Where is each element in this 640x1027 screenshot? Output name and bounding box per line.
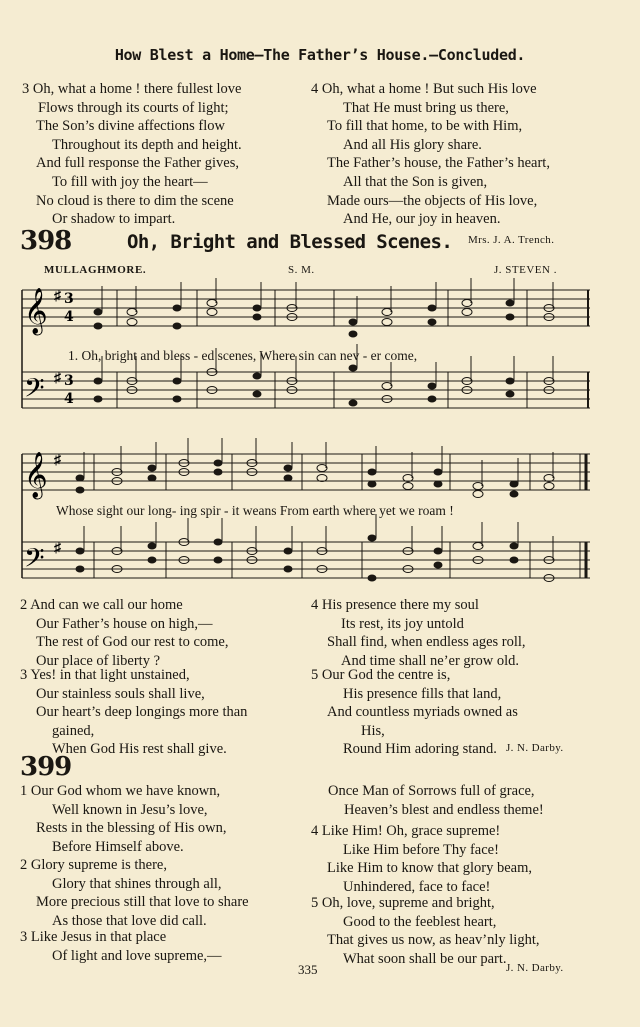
hymn-398-stanza-3 xyxy=(20,666,247,759)
sharp-icon: ♯ xyxy=(54,541,61,556)
hymn-398-title: Oh, Bright and Blessed Scenes. xyxy=(127,231,453,253)
verse-line: 2 And can we call our home xyxy=(20,597,183,613)
verse-line: Our heart’s deep longings more than xyxy=(36,704,248,721)
verse-line: His, xyxy=(361,722,385,739)
verse-line: Unhindered, face to face! xyxy=(343,878,491,895)
hymn-399-stanza-3-continued xyxy=(328,782,544,819)
verse-line: All that the Son is given, xyxy=(343,173,488,190)
verse-line: gained, xyxy=(52,722,95,739)
treble-clef-icon: 𝄞 xyxy=(24,452,48,498)
verse-line: To fill that home, to be with Him, xyxy=(327,118,523,135)
prev-hymn-stanza-4 xyxy=(311,80,550,229)
verse-line: The rest of God our rest to come, xyxy=(36,634,229,651)
verse-line: No cloud is there to dim the scene xyxy=(36,192,234,209)
verse-line: Like Him to know that glory beam, xyxy=(327,860,532,877)
hymn-398-stanza-4 xyxy=(311,596,526,670)
verse-line: 4 His presence there my soul xyxy=(311,597,479,613)
verse-line: Made ours—the objects of His love, xyxy=(327,192,538,209)
sharp-icon: ♯ xyxy=(54,453,61,468)
verse-line: The Father’s house, the Father’s heart, xyxy=(327,155,550,172)
verse-line: 3 Oh, what a home ! there fullest love xyxy=(22,81,242,97)
verse-line: Our stainless souls shall live, xyxy=(36,685,205,702)
hymn-399-stanza-5 xyxy=(311,894,540,968)
verse-line: And countless myriads owned as xyxy=(327,704,518,721)
hymn-399-number: 399 xyxy=(20,752,72,782)
sharp-icon: ♯ xyxy=(54,371,61,386)
verse-line: 3 Yes! in that light unstained, xyxy=(20,667,190,683)
verse-line: Round Him adoring stand. xyxy=(343,741,497,758)
running-title: How Blest a Home—The Father’s House.—Concluded. xyxy=(114,46,526,64)
composer: J. STEVEN . xyxy=(494,264,557,276)
verse-line: 1 Our God whom we have known, xyxy=(20,783,221,799)
verse-line: Heaven’s blest and endless theme! xyxy=(344,801,544,818)
bass-notes xyxy=(94,365,555,407)
verse-line: Or shadow to impart. xyxy=(52,211,176,228)
treble-clef-icon: 𝄞 xyxy=(24,288,48,334)
verse-line: 3 Like Jesus in that place xyxy=(20,929,167,945)
verse-line: 2 Glory supreme is there, xyxy=(20,857,167,873)
svg-text:4: 4 xyxy=(64,391,74,407)
verse-line: Good to the feeblest heart, xyxy=(343,913,497,930)
verse-line: And time shall ne’er grow old. xyxy=(341,652,519,669)
verse-line: And all His glory share. xyxy=(343,136,482,153)
page-number: 335 xyxy=(298,962,318,977)
verse-line: 5 Our God the centre is, xyxy=(311,667,451,683)
lyric-line-2: Whose sight our long- ing spir - it weans From earth where yet we roam ! xyxy=(56,503,454,518)
svg-text:3: 3 xyxy=(64,291,74,307)
hymn-399-stanza-2 xyxy=(20,856,249,930)
verse-line: Its rest, its joy untold xyxy=(341,615,464,632)
hymn-398-attribution: J. N. Darby. xyxy=(506,742,564,754)
hymn-398-stanza-2 xyxy=(20,596,228,670)
hymn-398-number: 398 xyxy=(20,226,72,256)
verse-line: Of light and love supreme,— xyxy=(52,947,222,964)
svg-text:3: 3 xyxy=(64,373,74,389)
treble-notes xyxy=(94,300,555,338)
bass-stems xyxy=(84,514,553,560)
sharp-icon: ♯ xyxy=(54,289,61,304)
verse-line: 5 Oh, love, supreme and bright, xyxy=(311,895,495,911)
verse-line: Throughout its depth and height. xyxy=(52,136,242,153)
hymn-399-stanza-4 xyxy=(311,822,532,896)
lyric-line-1: 1. Oh, bright and bless - ed scenes, Where sin can nev - er come, xyxy=(68,348,418,363)
verse-line: That He must bring us there, xyxy=(343,99,509,116)
verse-line: Like Him before Thy face! xyxy=(343,841,499,858)
verse-line: And He, our joy in heaven. xyxy=(343,211,501,228)
meter: S. M. xyxy=(288,264,315,276)
bass-staff xyxy=(22,542,590,578)
prev-hymn-stanza-3 xyxy=(22,80,242,229)
verse-line: Once Man of Sorrows full of grace, xyxy=(328,783,535,799)
verse-line: Our Father’s house on high,— xyxy=(36,615,213,632)
verse-line: Flows through its courts of light; xyxy=(38,99,229,116)
verse-line: Shall find, when endless ages roll, xyxy=(327,634,526,651)
verse-line: Well known in Jesu’s love, xyxy=(52,801,208,818)
bass-clef-icon: 𝄢 xyxy=(24,542,45,580)
verse-line: Glory that shines through all, xyxy=(52,875,222,892)
verse-line: More precious still that love to share xyxy=(36,894,249,911)
tune-name: MULLAGHMORE. xyxy=(44,264,147,276)
svg-text:4: 4 xyxy=(64,309,74,325)
verse-line: 4 Like Him! Oh, grace supreme! xyxy=(311,823,501,839)
verse-line: That gives us now, as heav’nly light, xyxy=(327,932,540,949)
treble-staff xyxy=(22,290,590,326)
verse-line: Before Himself above. xyxy=(52,838,184,855)
bass-staff xyxy=(22,372,590,408)
hymn-398-stanza-5 xyxy=(311,666,518,759)
hymn-399-stanza-1 xyxy=(20,782,227,856)
verse-line: And full response the Father gives, xyxy=(36,155,239,172)
verse-line: Rests in the blessing of His own, xyxy=(36,820,227,837)
treble-stems xyxy=(102,278,553,322)
prev-hymn-attribution: Mrs. J. A. Trench. xyxy=(468,234,555,246)
bass-clef-icon: 𝄢 xyxy=(24,372,45,410)
verse-line: The Son’s divine affections flow xyxy=(36,118,226,135)
verse-line: To fill with joy the heart— xyxy=(52,173,208,190)
hymn-399-attribution: J. N. Darby. xyxy=(506,962,564,974)
treble-staff xyxy=(22,454,590,490)
verse-line: As those that love did call. xyxy=(52,912,207,929)
verse-line: His presence fills that land, xyxy=(343,685,502,702)
verse-line: 4 Oh, what a home ! But such His love xyxy=(311,81,537,97)
verse-line: When God His rest shall give. xyxy=(52,741,227,758)
verse-line: Our place of liberty ? xyxy=(36,652,161,669)
verse-line: What soon shall be our part. xyxy=(343,950,507,967)
hymn-399-stanza-3 xyxy=(20,928,222,965)
